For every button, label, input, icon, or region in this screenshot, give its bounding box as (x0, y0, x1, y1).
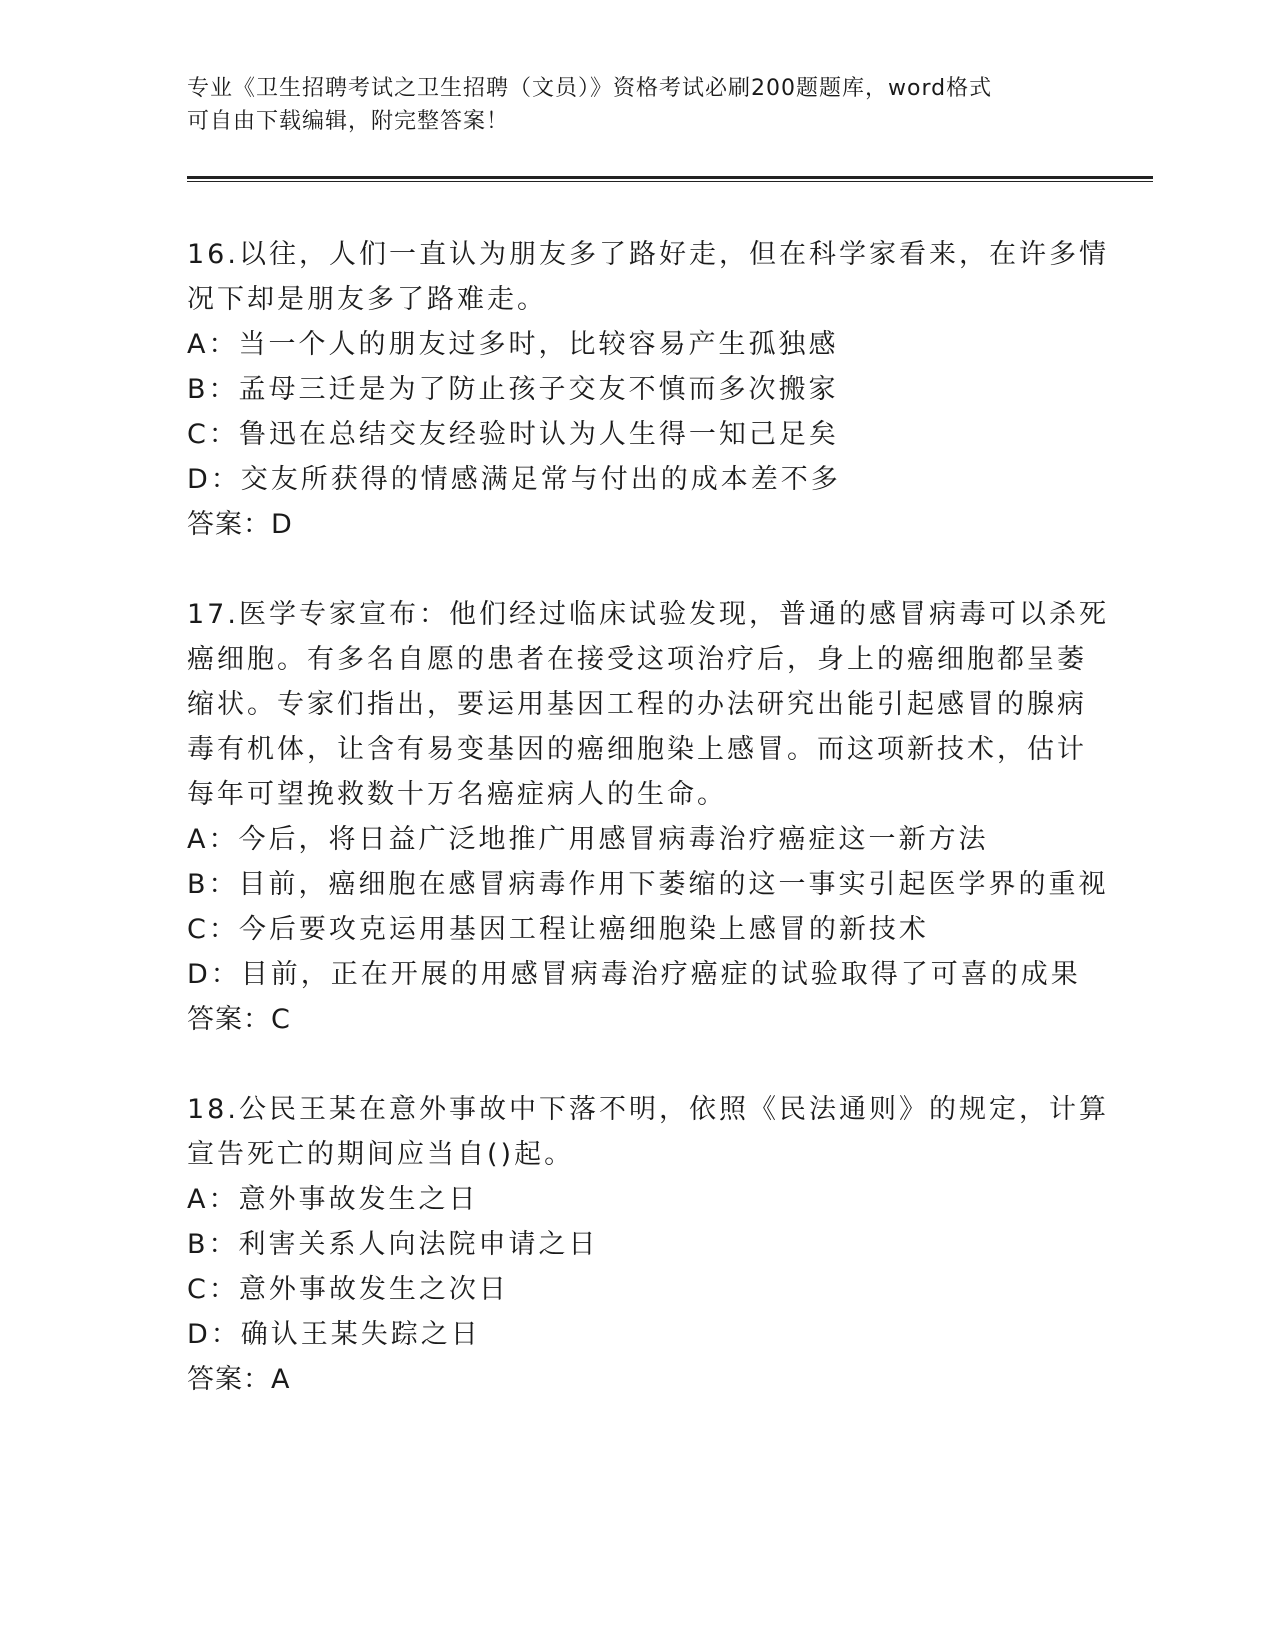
option-a: A：意外事故发生之日 (187, 1184, 479, 1215)
answer-value: A (271, 1364, 291, 1395)
question-stem-line: 16.以往，人们一直认为朋友多了路好走，但在科学家看来，在许多情 (187, 239, 1109, 270)
question-16 (187, 232, 1109, 547)
header-divider-thin (187, 181, 1153, 182)
question-stem-line: 每年可望挽救数十万名癌症病人的生命。 (187, 779, 727, 810)
option-a: A：今后，将日益广泛地推广用感冒病毒治疗癌症这一新方法 (187, 824, 989, 855)
answer-line (187, 502, 1087, 547)
question-stem-line: 况下却是朋友多了路难走。 (187, 284, 547, 315)
answer-value: C (271, 1004, 291, 1035)
question-stem-line: 17.医学专家宣布：他们经过临床试验发现，普通的感冒病毒可以杀死 (187, 599, 1109, 630)
question-stem-line: 18.公民王某在意外事故中下落不明，依照《民法通则》的规定，计算 (187, 1094, 1109, 1125)
answer-line (187, 1357, 1087, 1402)
option-c: C：鲁迅在总结交友经验时认为人生得一知己足矣 (187, 419, 839, 450)
option-c: C：意外事故发生之次日 (187, 1274, 509, 1305)
option-b: B：利害关系人向法院申请之日 (187, 1229, 599, 1260)
question-stem-line: 缩状。专家们指出，要运用基因工程的办法研究出能引起感冒的腺病 (187, 689, 1087, 720)
option-d: D：目前，正在开展的用感冒病毒治疗癌症的试验取得了可喜的成果 (187, 959, 1081, 990)
question-stem-line: 宣告死亡的期间应当自()起。 (187, 1139, 575, 1170)
option-c: C：今后要攻克运用基因工程让癌细胞染上感冒的新技术 (187, 914, 929, 945)
option-b: B：孟母三迁是为了防止孩子交友不慎而多次搬家 (187, 374, 839, 405)
question-stem-line: 毒有机体，让含有易变基因的癌细胞染上感冒。而这项新技术，估计 (187, 734, 1087, 765)
option-b: B：目前，癌细胞在感冒病毒作用下萎缩的这一事实引起医学界的重视 (187, 869, 1109, 900)
option-a: A：当一个人的朋友过多时，比较容易产生孤独感 (187, 329, 839, 360)
question-18 (187, 1087, 1109, 1402)
document-header (187, 72, 1067, 138)
header-divider-thick (187, 176, 1153, 179)
answer-label: 答案： (187, 509, 271, 540)
option-d: D：交友所获得的情感满足常与付出的成本差不多 (187, 464, 841, 495)
answer-label: 答案： (187, 1004, 271, 1035)
answer-value: D (271, 509, 293, 540)
question-17 (187, 592, 1109, 1042)
answer-label: 答案： (187, 1364, 271, 1395)
answer-line (187, 997, 1087, 1042)
header-line-1: 专业《卫生招聘考试之卫生招聘（文员）》资格考试必刷200题题库，word格式 (187, 76, 993, 101)
header-line-2: 可自由下载编辑，附完整答案！ (187, 109, 510, 134)
option-d: D：确认王某失踪之日 (187, 1319, 481, 1350)
question-stem-line: 癌细胞。有多名自愿的患者在接受这项治疗后，身上的癌细胞都呈萎 (187, 644, 1087, 675)
